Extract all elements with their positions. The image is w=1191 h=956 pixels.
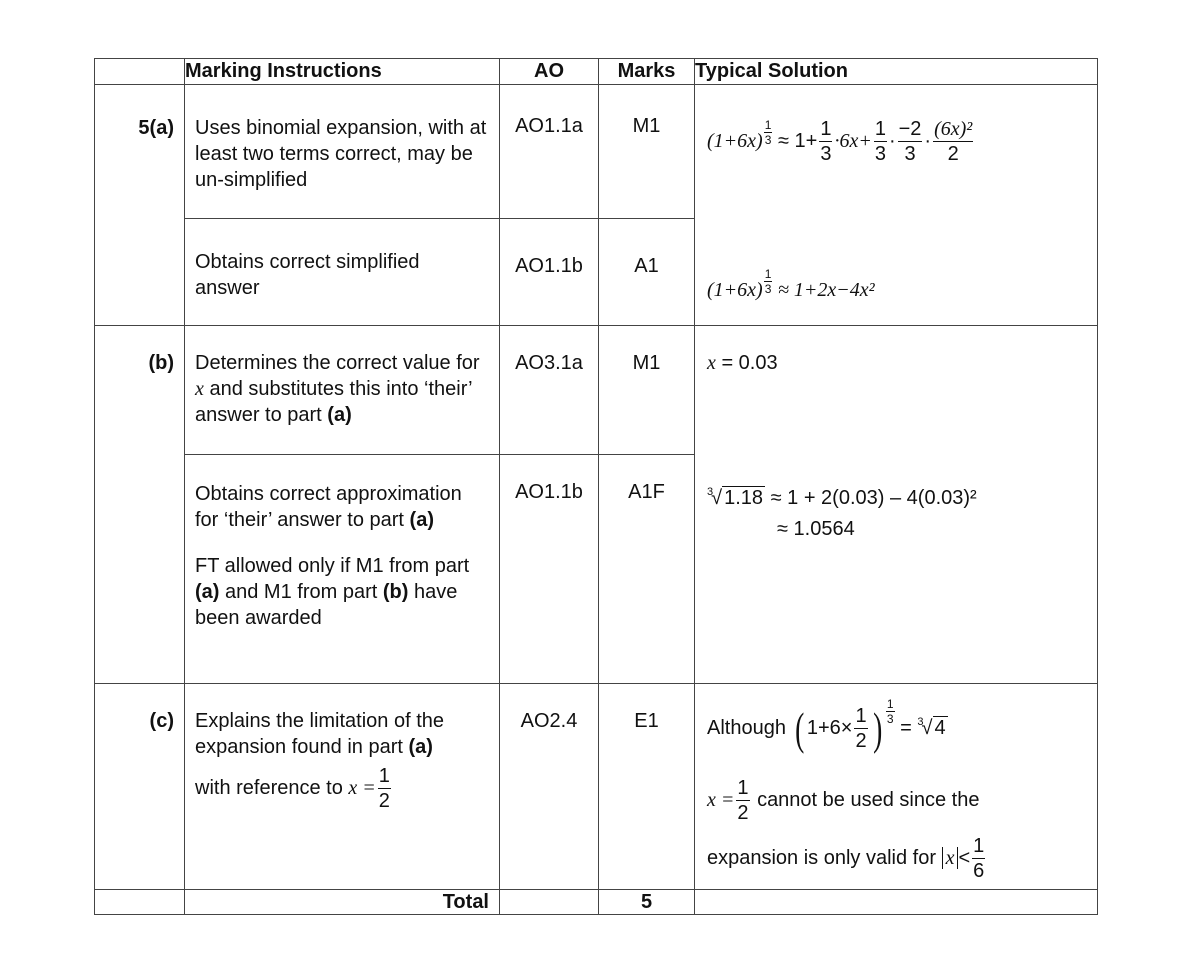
solution-a-simplified: (1+6x) $\frac{1}{3}$ ≈ 1+2x−4x²	[707, 267, 875, 301]
marking-instruction: Explains the limitation of the expansion found in part (a) with reference to x = $\frac{1}{2}$	[185, 684, 500, 890]
mark: A1	[599, 219, 695, 326]
header-typical-solution: Typical Solution	[695, 59, 1098, 85]
assessment-objective: AO1.1b	[500, 455, 599, 684]
table-row	[95, 85, 1098, 219]
solution-c-line2: x = $\frac{1}{2}$ cannot be used since the	[707, 777, 980, 824]
question-number: (c)	[95, 684, 185, 890]
header-ao: AO	[500, 59, 599, 85]
mark: M1	[599, 326, 695, 455]
solution-b-x-value: x = 0.03	[707, 352, 778, 374]
mark: M1	[599, 85, 695, 219]
table-row	[95, 684, 1098, 890]
solution-b-result: ≈ 1.0564	[777, 518, 855, 540]
header-row	[95, 59, 1098, 85]
mark-scheme-table	[94, 58, 1098, 915]
solution-cell-b	[695, 326, 1098, 684]
solution-b-approximation: $^3$√ 1.18 ≈ 1 + 2(0.03) – 4(0.03)²	[707, 486, 977, 509]
header-marks: Marks	[599, 59, 695, 85]
solution-c-line3: expansion is only valid for x < $\frac{1}{6}$	[707, 835, 985, 882]
marking-instruction: Uses binomial expansion, with at least two terms correct, may be un-simplified	[185, 85, 500, 219]
marking-instruction: Determines the correct value for x and substitutes this into ‘their’ answer to part (a)	[185, 326, 500, 455]
solution-c-line1: Although ( 1+6× $\frac{1}{2}$ ) $\frac{1}{3}$ = $^3$√ 4	[707, 697, 946, 754]
assessment-objective: AO1.1b	[500, 219, 599, 326]
question-number: (b)	[95, 326, 185, 684]
solution-cell-a	[695, 85, 1098, 326]
assessment-objective: AO2.4	[500, 684, 599, 890]
marking-instruction: Obtains correct simplified answer	[185, 219, 500, 326]
header-marking-instructions: Marking Instructions	[185, 59, 500, 85]
mark: A1F	[599, 455, 695, 684]
total-row	[95, 890, 1098, 915]
header-question	[95, 59, 185, 85]
marking-instruction: Obtains correct approximation for ‘their’ answer to part (a) FT allowed only if M1 from part (a) and M1 from part (b) have been awarded	[185, 455, 500, 684]
solution-cell-c	[695, 684, 1098, 890]
total-marks: 5	[599, 890, 695, 915]
question-number: 5(a)	[95, 85, 185, 326]
solution-a-expansion: (1+6x) $\frac{1}{3}$ ≈ 1+ $\frac{1}{3}$ ·6x+ $\frac{1}{3}$ · $\frac{-2}{3}$ · $\frac{\text{(6x)²}}{2}$	[707, 118, 973, 166]
total-label: Total	[185, 890, 500, 915]
assessment-objective: AO3.1a	[500, 326, 599, 455]
table-row	[95, 326, 1098, 455]
assessment-objective: AO1.1a	[500, 85, 599, 219]
mark: E1	[599, 684, 695, 890]
